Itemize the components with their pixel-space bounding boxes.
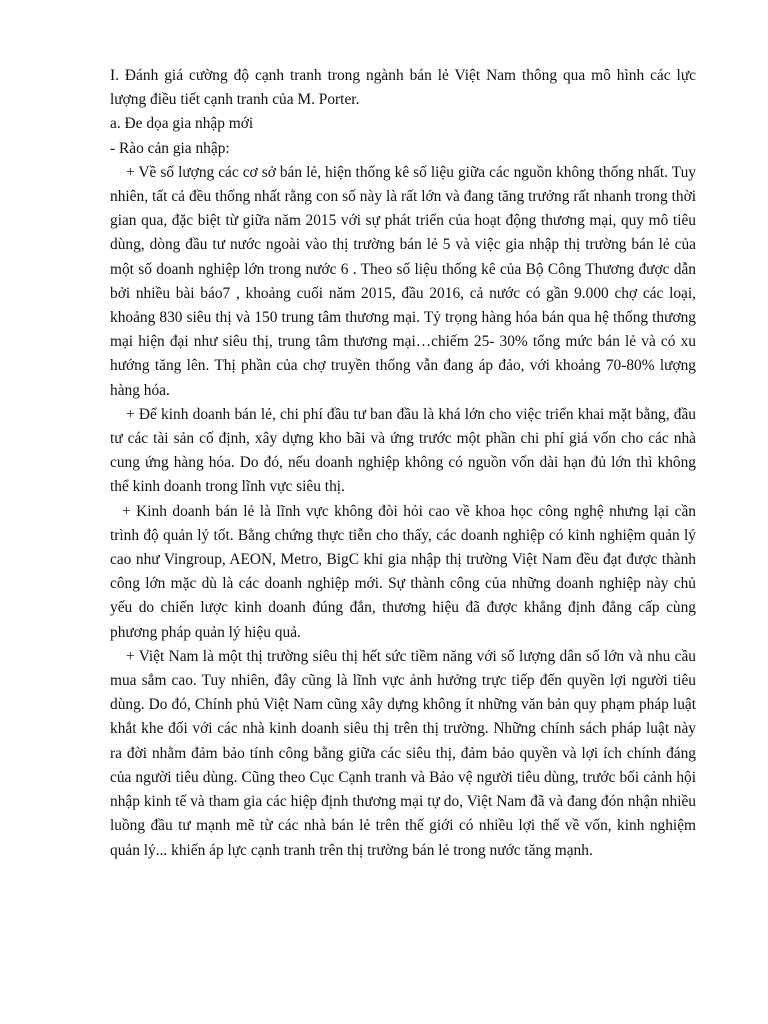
subheading-entry-barriers: - Rào cản gia nhập: bbox=[110, 139, 230, 157]
paragraph-regulation: + Việt Nam là một thị trường siêu thị hết sức tiềm năng với số lượng dân số lớn và nhu cầu mua sắm cao. Tuy nhiên, đây cũng là lĩnh vực ảnh hưởng trực tiếp đến quyền lợi người tiêu dùng. Do đó, Chính phủ Việt Nam cũng xây dựng không ít những văn bản quy phạm pháp luật khắt khe đối với các nhà kinh doanh siêu thị trên thị trường. Những chính sách pháp luật này ra đời nhằm đảm bảo tính công bằng giữa các siêu thị, đảm bảo quyền và lợi ích chính đáng của người tiêu dùng. Cũng theo Cục Cạnh tranh và Bảo vệ người tiêu dùng, trước bối cảnh hội nhập kinh tế và tham gia các hiệp định thương mại tự do, Việt Nam đã và đang đón nhận nhiều luồng đầu tư mạnh mẽ từ các nhà bán lẻ trên thế giới có nhiều lợi thế về vốn, kinh nghiệm quản lý... khiến áp lực cạnh tranh trên thị trường bán lẻ trong nước tăng mạnh. bbox=[110, 647, 696, 859]
section-heading: I. Đánh giá cường độ cạnh tranh trong ngành bán lẻ Việt Nam thông qua mô hình các lực lượng điều tiết cạnh tranh của M. Porter. bbox=[110, 67, 696, 109]
document-page bbox=[110, 64, 696, 863]
paragraph-management: + Kinh doanh bán lẻ là lĩnh vực không đòi hỏi cao về khoa học công nghệ nhưng lại cần trình độ quản lý tốt. Bằng chứng thực tiễn cho thấy, các doanh nghiệp có kinh nghiệm quản lý cao như Vingroup, AEON, Metro, BigC khi gia nhập thị trường Việt Nam đều đạt được thành công lớn mặc dù là các doanh nghiệp mới. Sự thành công của những doanh nghiệp này chủ yếu do chiến lược kinh doanh đúng đắn, thương hiệu đã được khẳng định đẳng cấp cùng phương pháp quản lý hiệu quả. bbox=[110, 502, 696, 641]
paragraph-initial-investment: + Để kinh doanh bán lẻ, chi phí đầu tư ban đầu là khá lớn cho việc triển khai mặt bằng, đầu tư các tài sản cố định, xây dựng kho bãi và ứng trước một phần chi phí giá vốn cho các nhà cung ứng hàng hóa. Do đó, nếu doanh nghiệp không có nguồn vốn dài hạn đủ lớn thì không thể kinh doanh trong lĩnh vực siêu thị. bbox=[110, 405, 696, 496]
subheading-new-entrants: a. Đe dọa gia nhập mới bbox=[110, 115, 254, 133]
paragraph-retail-outlets: + Về số lượng các cơ sở bán lẻ, hiện thống kê số liệu giữa các nguồn không thống nhất. Tuy nhiên, tất cả đều thống nhất rằng con số này là rất lớn và đang tăng trưởng rất nhanh trong thời gian qua, đặc biệt từ giữa năm 2015 với sự phát triển của hoạt động thương mại, quy mô tiêu dùng, dòng đầu tư nước ngoài vào thị trường bán lẻ 5 và việc gia nhập thị trường bán lẻ của một số doanh nghiệp lớn trong nước 6 . Theo số liệu thống kê của Bộ Công Thương được dẫn bởi nhiều bài báo7 , khoảng cuối năm 2015, đầu 2016, cả nước có gần 9.000 chợ các loại, khoảng 830 siêu thị và 150 trung tâm thương mại. Tỷ trọng hàng hóa bán qua hệ thống thương mại hiện đại như siêu thị, trung tâm thương mại…chiếm 25- 30% tổng mức bán lẻ và có xu hướng tăng lên. Thị phần của chợ truyền thống vẫn đang áp đảo, với khoảng 70-80% lượng hàng hóa. bbox=[110, 163, 696, 399]
